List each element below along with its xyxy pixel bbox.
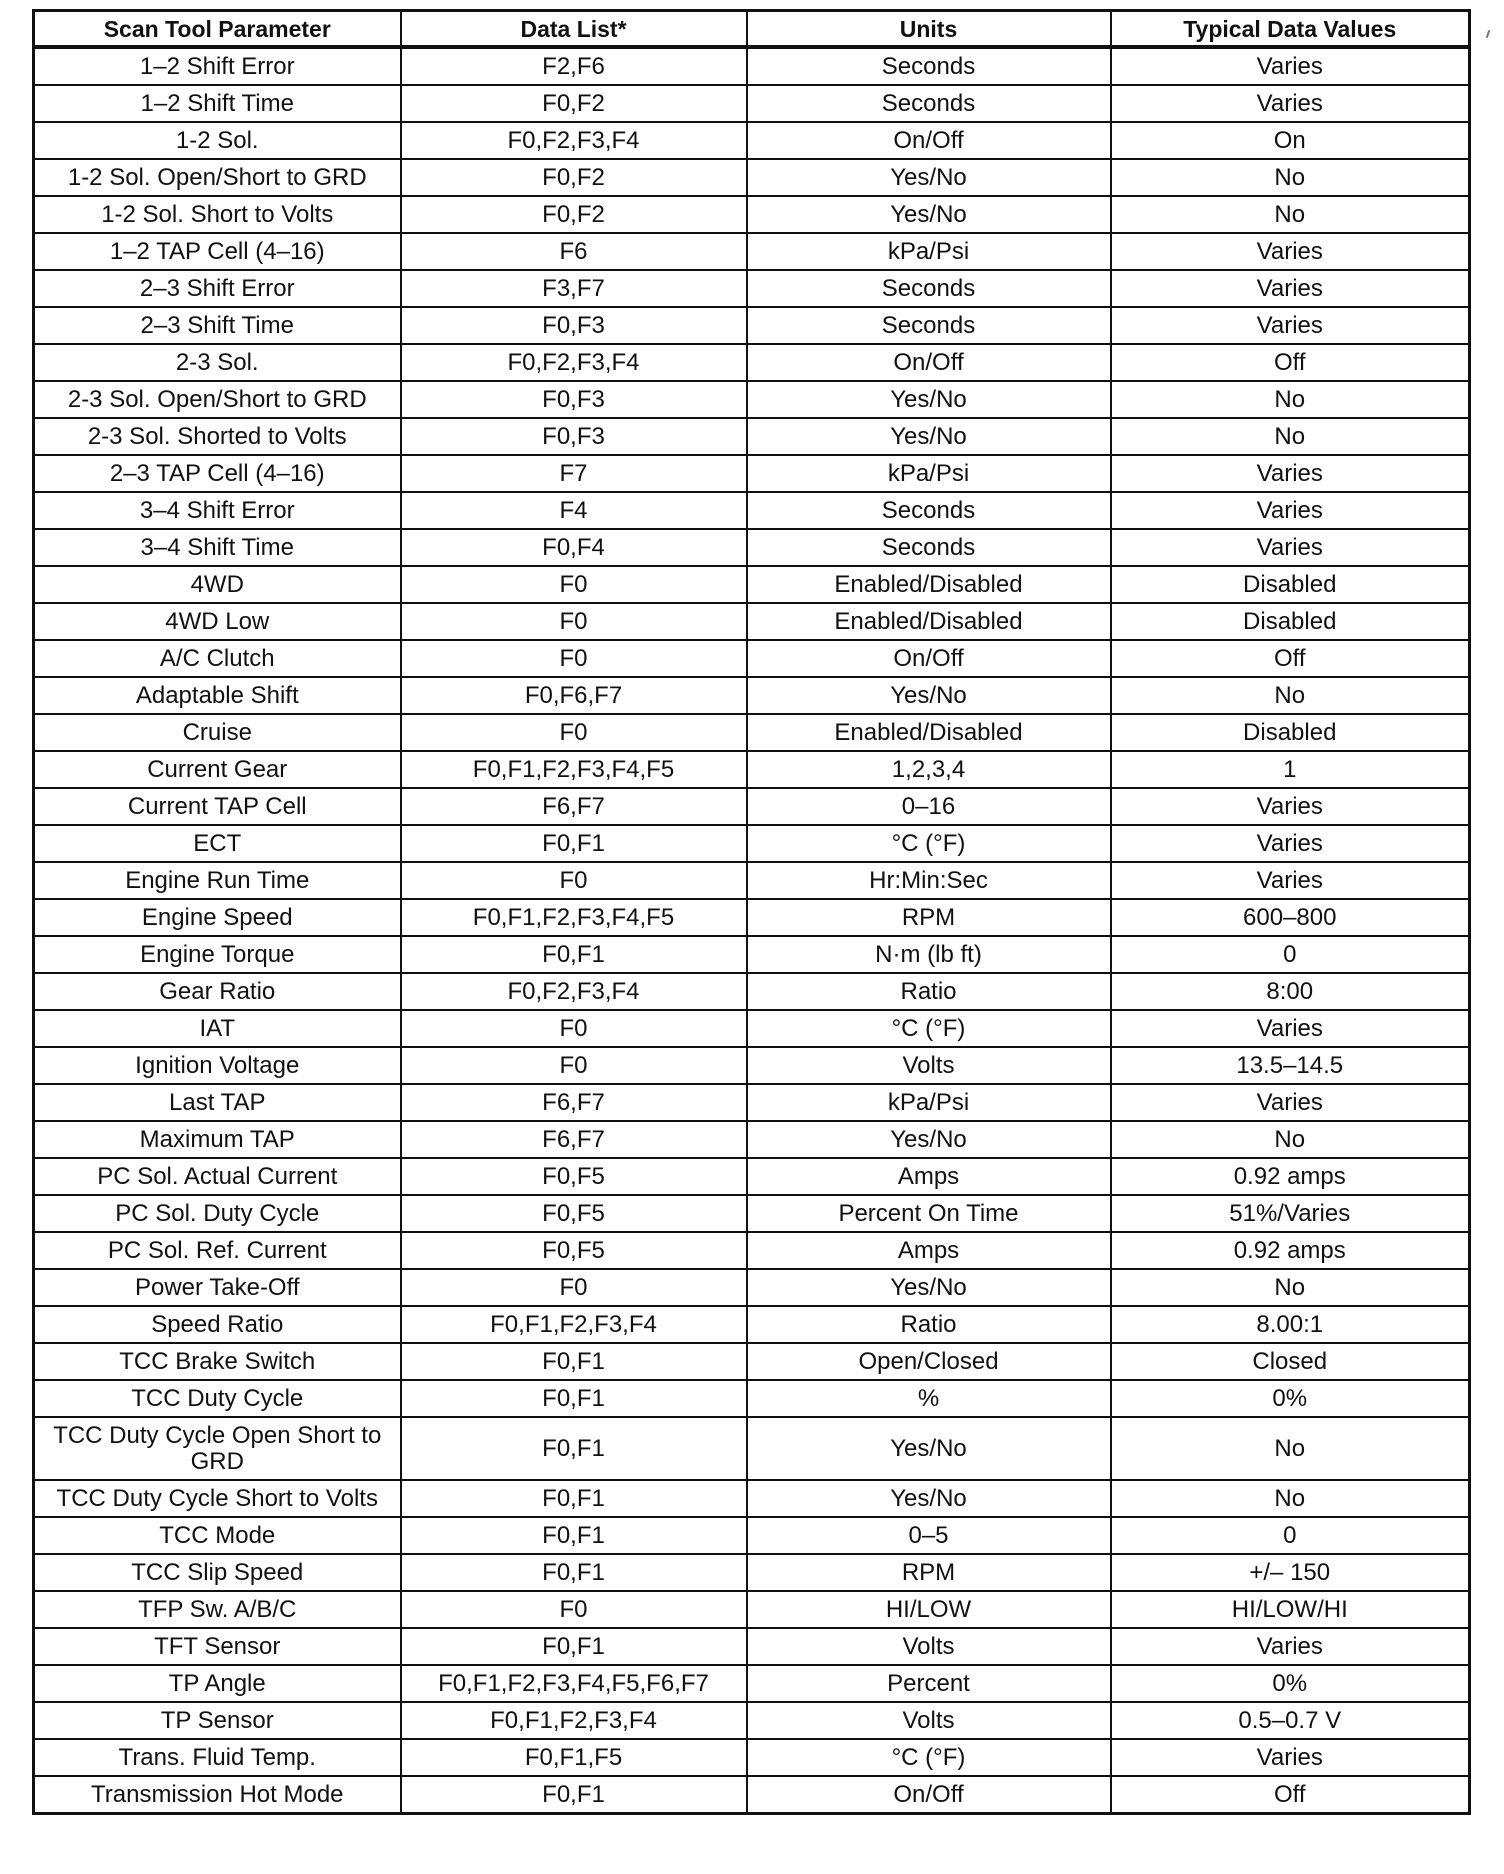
cell-parameter: 3–4 Shift Error: [34, 492, 401, 529]
cell-typical-value: Disabled: [1111, 603, 1470, 640]
table-row: [34, 899, 1470, 936]
cell-typical-value: 0.92 amps: [1111, 1158, 1470, 1195]
cell-typical-value: Varies: [1111, 85, 1470, 122]
table-row: [34, 1702, 1470, 1739]
cell-typical-value: Varies: [1111, 529, 1470, 566]
cell-parameter: PC Sol. Actual Current: [34, 1158, 401, 1195]
cell-data-list: F4: [401, 492, 747, 529]
cell-data-list: F0,F2,F3,F4: [401, 122, 747, 159]
table-row: [34, 1417, 1470, 1480]
table-row: [34, 1628, 1470, 1665]
table-row: [34, 233, 1470, 270]
cell-units: °C (°F): [747, 1010, 1111, 1047]
table-row: [34, 1195, 1470, 1232]
table-row: [34, 566, 1470, 603]
cell-typical-value: Varies: [1111, 47, 1470, 85]
table-row: [34, 418, 1470, 455]
table-row: [34, 159, 1470, 196]
cell-parameter: Transmission Hot Mode: [34, 1776, 401, 1814]
cell-typical-value: 0: [1111, 1517, 1470, 1554]
cell-typical-value: Varies: [1111, 788, 1470, 825]
cell-typical-value: No: [1111, 418, 1470, 455]
cell-units: Yes/No: [747, 418, 1111, 455]
cell-typical-value: Varies: [1111, 1010, 1470, 1047]
cell-units: Yes/No: [747, 677, 1111, 714]
table-row: [34, 1380, 1470, 1417]
cell-units: On/Off: [747, 640, 1111, 677]
cell-units: Ratio: [747, 1306, 1111, 1343]
cell-parameter: Engine Run Time: [34, 862, 401, 899]
table-row: [34, 751, 1470, 788]
cell-units: Yes/No: [747, 381, 1111, 418]
cell-units: Seconds: [747, 529, 1111, 566]
cell-typical-value: 0.5–0.7 V: [1111, 1702, 1470, 1739]
cell-typical-value: Varies: [1111, 455, 1470, 492]
cell-typical-value: No: [1111, 381, 1470, 418]
cell-units: N·m (lb ft): [747, 936, 1111, 973]
cell-parameter: 1–2 Shift Time: [34, 85, 401, 122]
cell-units: RPM: [747, 1554, 1111, 1591]
cell-units: Enabled/Disabled: [747, 714, 1111, 751]
cell-data-list: F6,F7: [401, 1084, 747, 1121]
table-row: [34, 1776, 1470, 1814]
cell-data-list: F0,F1,F2,F3,F4: [401, 1306, 747, 1343]
table-row: [34, 270, 1470, 307]
cell-data-list: F0: [401, 714, 747, 751]
table-row: [34, 1047, 1470, 1084]
table-row: [34, 1306, 1470, 1343]
cell-units: Enabled/Disabled: [747, 603, 1111, 640]
cell-typical-value: On: [1111, 122, 1470, 159]
cell-parameter: A/C Clutch: [34, 640, 401, 677]
cell-typical-value: Varies: [1111, 825, 1470, 862]
cell-units: 0–16: [747, 788, 1111, 825]
cell-typical-value: 0.92 amps: [1111, 1232, 1470, 1269]
table-row: [34, 1343, 1470, 1380]
table-row: [34, 122, 1470, 159]
cell-data-list: F0,F2: [401, 196, 747, 233]
cell-units: Hr:Min:Sec: [747, 862, 1111, 899]
cell-parameter: 4WD: [34, 566, 401, 603]
cell-typical-value: 0%: [1111, 1380, 1470, 1417]
cell-units: Amps: [747, 1158, 1111, 1195]
cell-data-list: F0,F4: [401, 529, 747, 566]
cell-units: Seconds: [747, 492, 1111, 529]
cell-data-list: F0,F1,F2,F3,F4: [401, 1702, 747, 1739]
cell-parameter: 1-2 Sol. Open/Short to GRD: [34, 159, 401, 196]
cell-typical-value: Off: [1111, 344, 1470, 381]
cell-parameter: TFT Sensor: [34, 1628, 401, 1665]
cell-typical-value: No: [1111, 1121, 1470, 1158]
cell-data-list: F0: [401, 1010, 747, 1047]
table-row: [34, 862, 1470, 899]
table-row: [34, 47, 1470, 85]
cell-units: Amps: [747, 1232, 1111, 1269]
table-row: [34, 1084, 1470, 1121]
cell-parameter: Last TAP: [34, 1084, 401, 1121]
cell-parameter: 2-3 Sol. Open/Short to GRD: [34, 381, 401, 418]
cell-units: Seconds: [747, 85, 1111, 122]
cell-typical-value: No: [1111, 1480, 1470, 1517]
cell-data-list: F2,F6: [401, 47, 747, 85]
cell-data-list: F0: [401, 1269, 747, 1306]
cell-units: Seconds: [747, 47, 1111, 85]
cell-parameter: TCC Slip Speed: [34, 1554, 401, 1591]
cell-parameter: Ignition Voltage: [34, 1047, 401, 1084]
header-units: Units: [747, 11, 1111, 48]
cell-data-list: F6,F7: [401, 788, 747, 825]
cell-data-list: F0,F1: [401, 936, 747, 973]
cell-data-list: F0,F1: [401, 1343, 747, 1380]
cell-data-list: F0,F1: [401, 1628, 747, 1665]
cell-typical-value: 8:00: [1111, 973, 1470, 1010]
cell-parameter: Adaptable Shift: [34, 677, 401, 714]
cell-parameter: PC Sol. Duty Cycle: [34, 1195, 401, 1232]
cell-parameter: 1-2 Sol.: [34, 122, 401, 159]
cell-data-list: F0,F3: [401, 418, 747, 455]
cell-typical-value: Varies: [1111, 307, 1470, 344]
cell-parameter: TCC Duty Cycle Short to Volts: [34, 1480, 401, 1517]
cell-data-list: F0,F1: [401, 1417, 747, 1480]
cell-units: On/Off: [747, 1776, 1111, 1814]
cell-units: Seconds: [747, 270, 1111, 307]
cell-typical-value: Varies: [1111, 1739, 1470, 1776]
cell-typical-value: 1: [1111, 751, 1470, 788]
cell-parameter: TCC Mode: [34, 1517, 401, 1554]
cell-units: Percent On Time: [747, 1195, 1111, 1232]
cell-data-list: F0,F1: [401, 1517, 747, 1554]
table-row: [34, 1121, 1470, 1158]
table-row: [34, 714, 1470, 751]
cell-typical-value: Varies: [1111, 862, 1470, 899]
table-row: [34, 455, 1470, 492]
cell-typical-value: No: [1111, 1417, 1470, 1480]
cell-units: Volts: [747, 1628, 1111, 1665]
table-row: [34, 1591, 1470, 1628]
cell-typical-value: 51%/Varies: [1111, 1195, 1470, 1232]
cell-parameter: 2-3 Sol. Shorted to Volts: [34, 418, 401, 455]
header-typical-data-values: Typical Data Values: [1111, 11, 1470, 48]
cell-units: °C (°F): [747, 1739, 1111, 1776]
cell-typical-value: No: [1111, 196, 1470, 233]
cell-parameter: Gear Ratio: [34, 973, 401, 1010]
cell-units: Open/Closed: [747, 1343, 1111, 1380]
cell-data-list: F0,F1: [401, 1380, 747, 1417]
cell-typical-value: Disabled: [1111, 566, 1470, 603]
cell-units: Volts: [747, 1047, 1111, 1084]
cell-typical-value: 13.5–14.5: [1111, 1047, 1470, 1084]
cell-typical-value: Varies: [1111, 233, 1470, 270]
cell-parameter: 2-3 Sol.: [34, 344, 401, 381]
cell-parameter: Power Take-Off: [34, 1269, 401, 1306]
table-row: [34, 788, 1470, 825]
cell-units: Ratio: [747, 973, 1111, 1010]
cell-units: 1,2,3,4: [747, 751, 1111, 788]
cell-parameter: TCC Duty Cycle Open Short to GRD: [34, 1417, 401, 1480]
cell-units: kPa/Psi: [747, 1084, 1111, 1121]
cell-parameter: Trans. Fluid Temp.: [34, 1739, 401, 1776]
cell-parameter: Engine Speed: [34, 899, 401, 936]
cell-parameter: TP Sensor: [34, 1702, 401, 1739]
cell-data-list: F7: [401, 455, 747, 492]
cell-data-list: F0,F2,F3,F4: [401, 973, 747, 1010]
cell-data-list: F0,F5: [401, 1158, 747, 1195]
table-body: [34, 47, 1470, 1814]
cell-data-list: F0,F5: [401, 1195, 747, 1232]
cell-typical-value: No: [1111, 159, 1470, 196]
cell-parameter: 1-2 Sol. Short to Volts: [34, 196, 401, 233]
cell-parameter: Maximum TAP: [34, 1121, 401, 1158]
cell-parameter: TFP Sw. A/B/C: [34, 1591, 401, 1628]
cell-units: On/Off: [747, 344, 1111, 381]
cell-data-list: F0,F1: [401, 1480, 747, 1517]
cell-parameter: IAT: [34, 1010, 401, 1047]
table-row: [34, 307, 1470, 344]
cell-typical-value: No: [1111, 1269, 1470, 1306]
cell-typical-value: 600–800: [1111, 899, 1470, 936]
cell-typical-value: Varies: [1111, 492, 1470, 529]
table-row: [34, 1269, 1470, 1306]
cell-parameter: Engine Torque: [34, 936, 401, 973]
cell-units: Seconds: [747, 307, 1111, 344]
cell-parameter: Current Gear: [34, 751, 401, 788]
cell-units: Yes/No: [747, 1121, 1111, 1158]
cell-units: Yes/No: [747, 1480, 1111, 1517]
cell-units: kPa/Psi: [747, 455, 1111, 492]
cell-data-list: F0,F2: [401, 159, 747, 196]
cell-typical-value: 0: [1111, 936, 1470, 973]
margin-mark: [1486, 30, 1491, 38]
cell-data-list: F6: [401, 233, 747, 270]
cell-data-list: F0: [401, 603, 747, 640]
table-row: [34, 529, 1470, 566]
cell-data-list: F0,F2,F3,F4: [401, 344, 747, 381]
cell-data-list: F0: [401, 1047, 747, 1084]
table-row: [34, 1665, 1470, 1702]
cell-units: kPa/Psi: [747, 233, 1111, 270]
cell-units: Yes/No: [747, 196, 1111, 233]
cell-typical-value: Closed: [1111, 1343, 1470, 1380]
cell-data-list: F0,F2: [401, 85, 747, 122]
cell-typical-value: 8.00:1: [1111, 1306, 1470, 1343]
table-row: [34, 1232, 1470, 1269]
cell-typical-value: Off: [1111, 1776, 1470, 1814]
table-row: [34, 196, 1470, 233]
cell-units: Yes/No: [747, 1417, 1111, 1480]
cell-parameter: Cruise: [34, 714, 401, 751]
cell-typical-value: 0%: [1111, 1665, 1470, 1702]
scan-tool-parameter-table: [32, 9, 1471, 1815]
table-row: [34, 1554, 1470, 1591]
cell-data-list: F0,F1,F2,F3,F4,F5,F6,F7: [401, 1665, 747, 1702]
cell-data-list: F6,F7: [401, 1121, 747, 1158]
cell-units: %: [747, 1380, 1111, 1417]
cell-data-list: F0,F1: [401, 825, 747, 862]
cell-data-list: F0,F1,F2,F3,F4,F5: [401, 751, 747, 788]
cell-data-list: F3,F7: [401, 270, 747, 307]
cell-parameter: TCC Duty Cycle: [34, 1380, 401, 1417]
cell-data-list: F0,F3: [401, 307, 747, 344]
table-row: [34, 381, 1470, 418]
header-scan-tool-parameter: Scan Tool Parameter: [34, 11, 401, 48]
cell-units: 0–5: [747, 1517, 1111, 1554]
cell-data-list: F0: [401, 640, 747, 677]
cell-units: °C (°F): [747, 825, 1111, 862]
cell-parameter: Current TAP Cell: [34, 788, 401, 825]
cell-data-list: F0,F6,F7: [401, 677, 747, 714]
cell-typical-value: Disabled: [1111, 714, 1470, 751]
table-row: [34, 973, 1470, 1010]
cell-parameter: 2–3 Shift Error: [34, 270, 401, 307]
cell-data-list: F0,F1,F2,F3,F4,F5: [401, 899, 747, 936]
cell-parameter: Speed Ratio: [34, 1306, 401, 1343]
cell-typical-value: Varies: [1111, 1628, 1470, 1665]
header-data-list: Data List*: [401, 11, 747, 48]
table-row: [34, 344, 1470, 381]
cell-data-list: F0,F3: [401, 381, 747, 418]
cell-parameter: 1–2 TAP Cell (4–16): [34, 233, 401, 270]
table-row: [34, 1158, 1470, 1195]
table-row: [34, 492, 1470, 529]
table-row: [34, 1739, 1470, 1776]
cell-data-list: F0,F1: [401, 1554, 747, 1591]
cell-data-list: F0: [401, 566, 747, 603]
cell-units: Enabled/Disabled: [747, 566, 1111, 603]
cell-parameter: TCC Brake Switch: [34, 1343, 401, 1380]
cell-units: Volts: [747, 1702, 1111, 1739]
cell-units: Percent: [747, 1665, 1111, 1702]
cell-typical-value: Varies: [1111, 270, 1470, 307]
cell-units: Yes/No: [747, 159, 1111, 196]
cell-typical-value: Varies: [1111, 1084, 1470, 1121]
cell-typical-value: No: [1111, 677, 1470, 714]
cell-typical-value: Off: [1111, 640, 1470, 677]
cell-data-list: F0,F5: [401, 1232, 747, 1269]
cell-parameter: TP Angle: [34, 1665, 401, 1702]
cell-units: On/Off: [747, 122, 1111, 159]
cell-data-list: F0,F1: [401, 1776, 747, 1814]
table-row: [34, 85, 1470, 122]
cell-parameter: 2–3 Shift Time: [34, 307, 401, 344]
cell-units: Yes/No: [747, 1269, 1111, 1306]
cell-data-list: F0,F1,F5: [401, 1739, 747, 1776]
table-header-row: [34, 11, 1470, 48]
table-row: [34, 825, 1470, 862]
cell-parameter: 4WD Low: [34, 603, 401, 640]
table-row: [34, 1517, 1470, 1554]
table-row: [34, 936, 1470, 973]
cell-typical-value: HI/LOW/HI: [1111, 1591, 1470, 1628]
cell-parameter: PC Sol. Ref. Current: [34, 1232, 401, 1269]
cell-parameter: 1–2 Shift Error: [34, 47, 401, 85]
cell-parameter: 3–4 Shift Time: [34, 529, 401, 566]
table-row: [34, 640, 1470, 677]
table-row: [34, 677, 1470, 714]
cell-units: RPM: [747, 899, 1111, 936]
cell-units: HI/LOW: [747, 1591, 1111, 1628]
cell-data-list: F0: [401, 862, 747, 899]
cell-parameter: ECT: [34, 825, 401, 862]
table-row: [34, 603, 1470, 640]
cell-parameter: 2–3 TAP Cell (4–16): [34, 455, 401, 492]
cell-data-list: F0: [401, 1591, 747, 1628]
table-row: [34, 1010, 1470, 1047]
table-row: [34, 1480, 1470, 1517]
cell-typical-value: +/– 150: [1111, 1554, 1470, 1591]
